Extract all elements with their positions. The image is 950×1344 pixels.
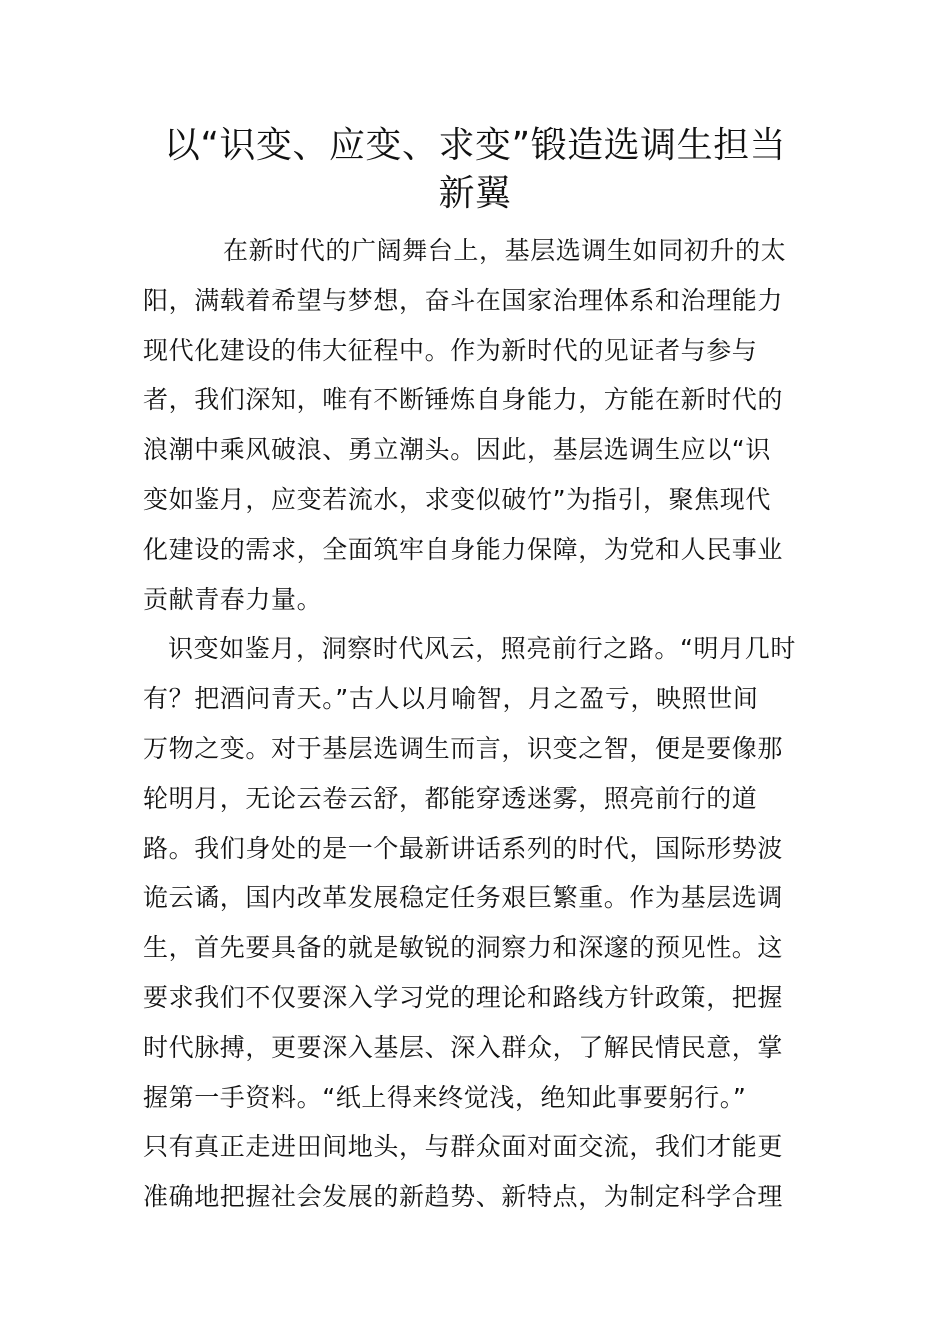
text-line: 握第一手资料。“纸上得来终觉浅，绝知此事要躬行。” — [143, 1082, 747, 1112]
text-line: 生，首先要具备的就是敏锐的洞察力和深邃的预见性。这 — [143, 933, 784, 963]
text-line: 贡献青春力量。 — [143, 584, 323, 614]
document-title — [140, 122, 810, 218]
text-line: 浪潮中乘风破浪、勇立潮头。因此，基层选调生应以“识 — [143, 435, 771, 465]
document-body — [143, 226, 808, 1222]
text-line: 识变如鉴月，洞察时代风云，照亮前行之路。“明月几时 — [168, 634, 796, 664]
paragraph-shibian — [143, 624, 808, 1222]
text-line: 在新时代的广阔舞台上，基层选调生如同初升的太 — [223, 236, 787, 265]
text-line: 诡云谲，国内改革发展稳定任务艰巨繁重。作为基层选调 — [143, 883, 784, 913]
paragraph-intro — [143, 226, 808, 624]
text-line: 准确地把握社会发展的新趋势、新特点，为制定科学合理 — [143, 1182, 784, 1212]
text-line: 轮明月，无论云卷云舒，都能穿透迷雾，照亮前行的道 — [143, 783, 758, 813]
text-line: 时代脉搏，更要深入基层、深入群众，了解民情民意，掌 — [143, 1032, 784, 1062]
text-line: 有？把酒问青天。”古人以月喻智，月之盈亏，映照世间 — [143, 684, 759, 714]
title-line: 新翼 — [438, 173, 512, 214]
text-line: 化建设的需求，全面筑牢自身能力保障，为党和人民事业 — [143, 534, 784, 564]
text-line: 变如鉴月，应变若流水，求变似破竹”为指引，聚焦现代 — [143, 484, 771, 514]
text-line: 万物之变。对于基层选调生而言，识变之智，便是要像那 — [143, 733, 784, 763]
text-line: 路。我们身处的是一个最新讲话系列的时代，国际形势波 — [143, 833, 784, 863]
text-line: 现代化建设的伟大征程中。作为新时代的见证者与参与 — [143, 335, 758, 365]
text-line: 只有真正走进田间地头，与群众面对面交流，我们才能更 — [143, 1132, 784, 1162]
text-line: 阳，满载着希望与梦想，奋斗在国家治理体系和治理能力 — [143, 285, 784, 315]
text-line: 要求我们不仅要深入学习党的理论和路线方针政策，把握 — [143, 982, 784, 1012]
title-line: 以“识变、应变、求变”锻造选调生担当 — [163, 125, 787, 166]
text-line: 者，我们深知，唯有不断锤炼自身能力，方能在新时代的 — [143, 385, 784, 415]
